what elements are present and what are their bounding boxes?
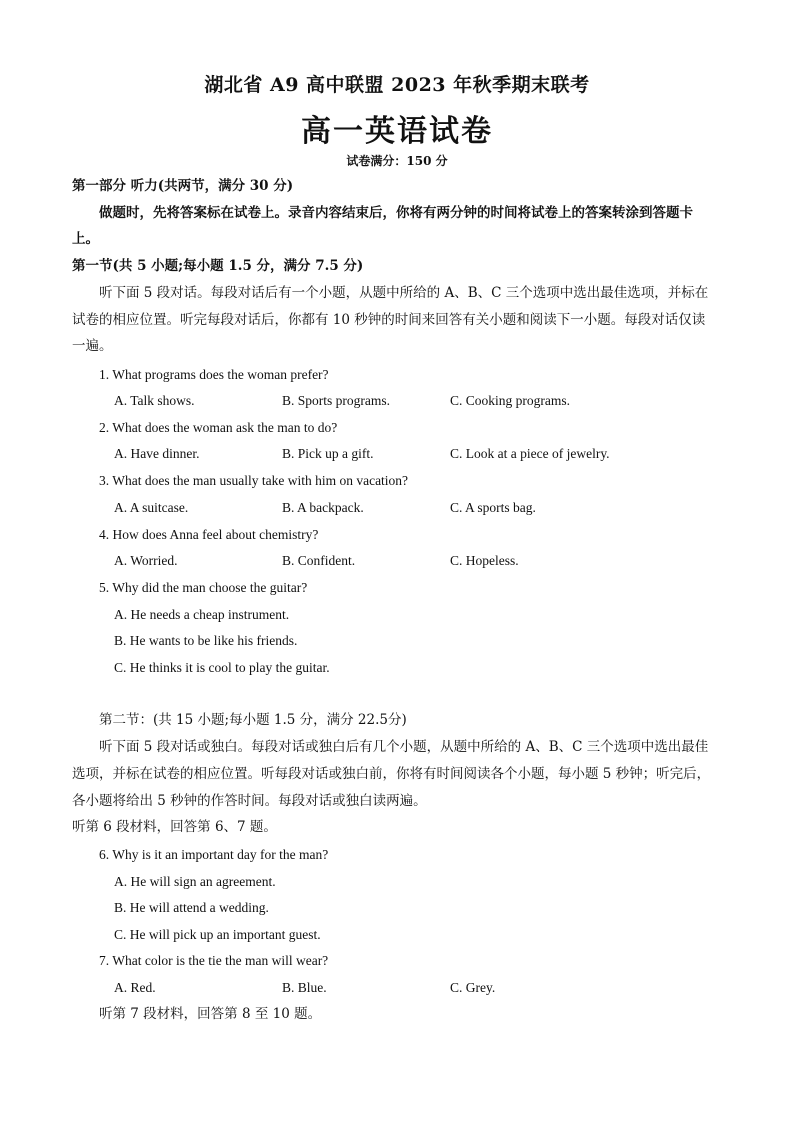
q6-option-a: A. He will sign an agreement. — [114, 874, 276, 889]
section2-heading: 第二节：(共 15 小题;每小题 1.5 分，满分 22.5分) — [99, 712, 407, 728]
material-6-heading: 听第 6 段材料，回答第 6、7 题。 — [72, 819, 277, 835]
q4-option-a: A. Worried. — [114, 553, 178, 568]
q7-option-b: B. Blue. — [282, 980, 327, 995]
question-6: 6. Why is it an important day for the man? — [99, 847, 329, 862]
section2-directions-line1: 听下面 5 段对话或独白。每段对话或独白后有几个小题，从题中所给的 A、B、C 三个选项中选出最佳 — [99, 739, 709, 755]
section2-directions-line2: 选项，并标在试卷的相应位置。听每段对话或独白前，你将有时间阅读各个小题，每小题 5 秒钟；听完后， — [72, 766, 711, 782]
q1-option-a: A. Talk shows. — [114, 393, 195, 408]
exam-title: 湖北省 A9 高中联盟 2023 年秋季期末联考 — [204, 74, 590, 96]
section1-directions-line1: 听下面 5 段对话。每段对话后有一个小题，从题中所给的 A、B、C 三个选项中选出最佳选项，并标在 — [99, 285, 709, 301]
section1-directions-line3: 一遍。 — [72, 338, 113, 354]
q7-option-c: C. Grey. — [450, 980, 496, 995]
question-3: 3. What does the man usually take with him on vacation? — [99, 473, 409, 488]
section1-directions-line2: 试卷的相应位置。听完每段对话后，你都有 10 秒钟的时间来回答有关小题和阅读下一小题。每段对话仅读 — [72, 312, 706, 328]
question-7: 7. What color is the tie the man will wear? — [99, 953, 329, 968]
q6-option-b: B. He will attend a wedding. — [114, 900, 269, 915]
question-2: 2. What does the woman ask the man to do? — [99, 420, 338, 435]
q3-option-a: A. A suitcase. — [114, 500, 189, 515]
part1-heading: 第一部分 听力(共两节，满分 30 分) — [72, 178, 294, 194]
material-7-heading: 听第 7 段材料，回答第 8 至 10 题。 — [99, 1006, 322, 1022]
q5-option-b: B. He wants to be like his friends. — [114, 633, 298, 648]
full-score: 试卷满分：150 分 — [346, 154, 448, 168]
q6-option-c: C. He will pick up an important guest. — [114, 927, 321, 942]
question-5: 5. Why did the man choose the guitar? — [99, 580, 308, 595]
q3-option-b: B. A backpack. — [282, 500, 364, 515]
q1-option-c: C. Cooking programs. — [450, 393, 570, 408]
q2-option-c: C. Look at a piece of jewelry. — [450, 446, 610, 461]
q4-option-b: B. Confident. — [282, 553, 356, 568]
section1-heading: 第一节(共 5 小题;每小题 1.5 分，满分 7.5 分) — [72, 258, 364, 274]
q2-option-a: A. Have dinner. — [114, 446, 200, 461]
q5-option-c: C. He thinks it is cool to play the guitar. — [114, 660, 330, 675]
q7-option-a: A. Red. — [114, 980, 156, 995]
q5-option-a: A. He needs a cheap instrument. — [114, 607, 290, 622]
q1-option-b: B. Sports programs. — [282, 393, 390, 408]
part1-instruction-line2: 上。 — [72, 231, 99, 247]
question-1: 1. What programs does the woman prefer? — [99, 367, 329, 382]
question-4: 4. How does Anna feel about chemistry? — [99, 527, 319, 542]
section2-directions-line3: 各小题将给出 5 秒钟的作答时间。每段对话或独白读两遍。 — [72, 793, 427, 809]
exam-subtitle: 高一英语试卷 — [301, 114, 493, 149]
q3-option-c: C. A sports bag. — [450, 500, 536, 515]
q4-option-c: C. Hopeless. — [450, 553, 519, 568]
part1-instruction-line1: 做题时，先将答案标在试卷上。录音内容结束后，你将有两分钟的时间将试卷上的答案转涂到答题卡 — [99, 205, 693, 221]
q2-option-b: B. Pick up a gift. — [282, 446, 374, 461]
